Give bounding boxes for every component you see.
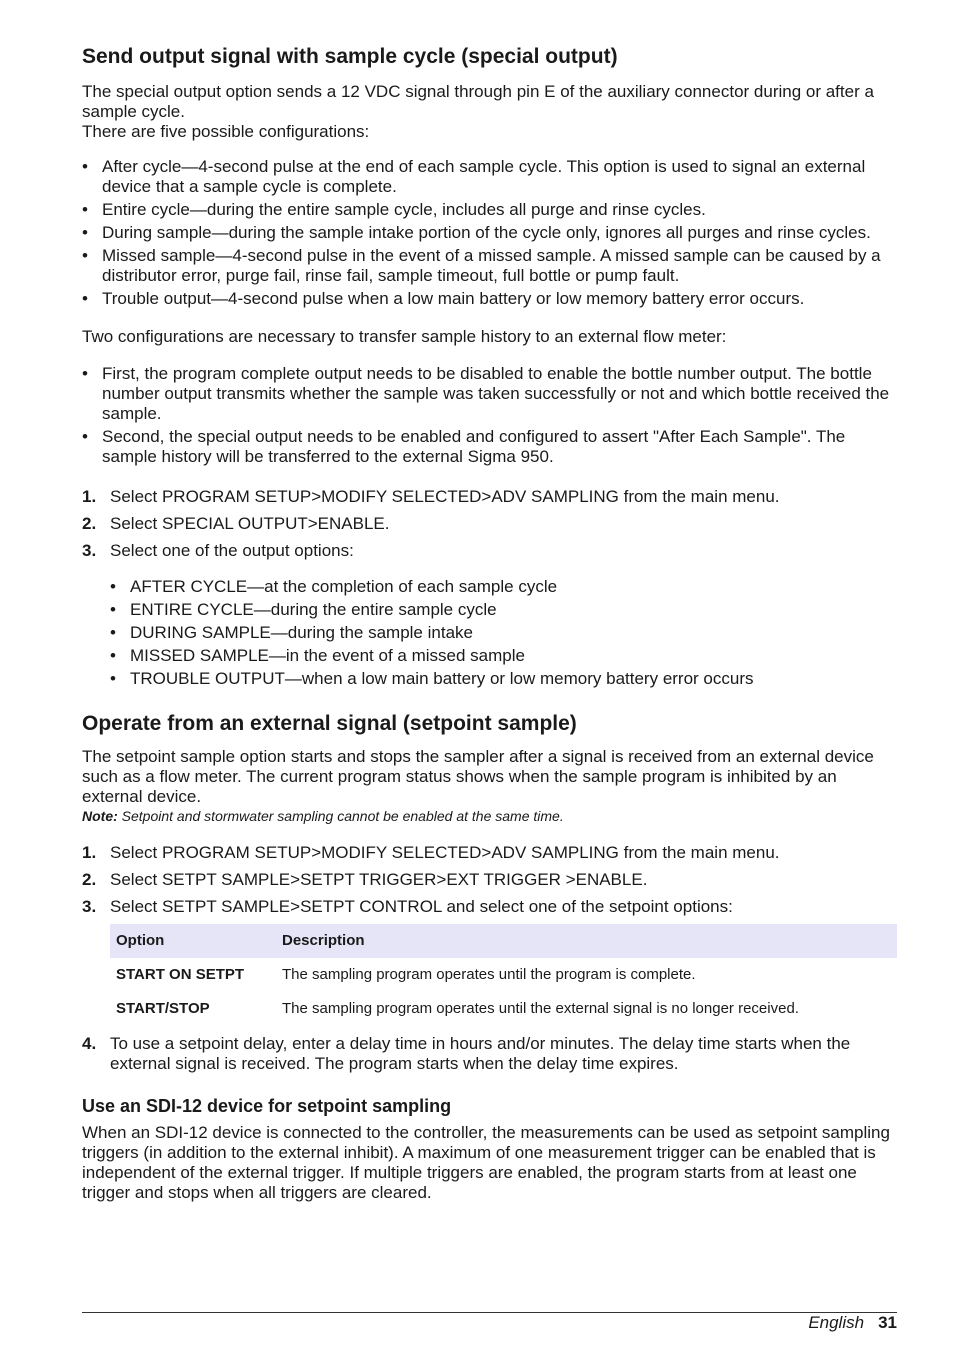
step-item: 2. Select SETPT SAMPLE>SETPT TRIGGER>EXT TRIGGER >ENABLE. bbox=[82, 870, 648, 889]
list-item: • Trouble output—4-second pulse when a low main battery or low memory battery error occurs. bbox=[82, 289, 805, 308]
step-item: 1. Select PROGRAM SETUP>MODIFY SELECTED>ADV SAMPLING from the main menu. bbox=[82, 487, 780, 506]
setpoint-steps bbox=[82, 843, 897, 917]
option-cell: START ON SETPT bbox=[116, 966, 245, 983]
history-list bbox=[82, 364, 897, 467]
table-header-row bbox=[110, 924, 897, 958]
section-title-setpoint: Operate from an external signal (setpoint sample) bbox=[82, 712, 577, 735]
section-title-sdi12: Use an SDI-12 device for setpoint sampling bbox=[82, 1096, 452, 1116]
list-item: • Entire cycle—during the entire sample cycle, includes all purge and rinse cycles. bbox=[82, 200, 706, 219]
column-header-description: Description bbox=[276, 924, 897, 958]
list-item: • MISSED SAMPLE—in the event of a missed sample bbox=[110, 646, 525, 665]
step-item: 4. To use a setpoint delay, enter a delay time in hours and/or minutes. The delay time starts when the external signal is received. The program starts when the delay time expires. bbox=[82, 1034, 851, 1073]
list-item: • AFTER CYCLE—at the completion of each sample cycle bbox=[110, 577, 558, 596]
page-number: 31 bbox=[878, 1313, 897, 1332]
note-text: Setpoint and stormwater sampling cannot be enabled at the same time. bbox=[121, 808, 564, 824]
special-output-steps bbox=[82, 487, 897, 561]
list-item: • ENTIRE CYCLE—during the entire sample cycle bbox=[110, 600, 497, 619]
section-title-special-output: Send output signal with sample cycle (special output) bbox=[82, 45, 618, 68]
setpoint-note bbox=[82, 807, 897, 825]
step-item: 3. Select SETPT SAMPLE>SETPT CONTROL and select one of the setpoint options: bbox=[82, 897, 733, 916]
footer-language: English bbox=[808, 1313, 865, 1332]
list-item: • During sample—during the sample intake portion of the cycle only, ignores all purges and rinse cycles. bbox=[82, 223, 871, 242]
sdi12-text: When an SDI-12 device is connected to the controller, the measurements can be used as setpoint sampling triggers (in addition to the external inhibit). A maximum of one measurement trigger can be enabled that is independent of the external trigger. If multiple triggers are enabled, the program starts from at least one trigger and stops when all triggers are cleared. bbox=[82, 1123, 890, 1202]
setpoint-intro: The setpoint sample option starts and stops the sampler after a signal is received from an external device such as a flow meter. The current program status shows when the sample program is inhibited by an external device. bbox=[82, 747, 874, 806]
list-item: • TROUBLE OUTPUT—when a low main battery or low memory battery error occurs bbox=[110, 669, 754, 688]
step-item: 2. Select SPECIAL OUTPUT>ENABLE. bbox=[82, 514, 390, 533]
step-item: 1. Select PROGRAM SETUP>MODIFY SELECTED>ADV SAMPLING from the main menu. bbox=[82, 843, 780, 862]
table-row bbox=[110, 958, 897, 992]
special-output-intro: The special output option sends a 12 VDC signal through pin E of the auxiliary connector during or after a sample cycle. bbox=[82, 82, 874, 121]
configurations-intro: There are five possible configurations: bbox=[82, 122, 370, 141]
table-row bbox=[110, 992, 897, 1026]
output-options-list bbox=[82, 577, 897, 689]
list-item: • After cycle—4-second pulse at the end of each sample cycle. This option is used to signal an external device that a sample cycle is complete. bbox=[82, 157, 866, 196]
step-item: 3. Select one of the output options: bbox=[82, 541, 354, 560]
list-item: • Second, the special output needs to be enabled and configured to assert "After Each Sample". The sample history will be transferred to the external Sigma 950. bbox=[82, 427, 846, 466]
document-page bbox=[82, 44, 897, 1203]
option-cell: START/STOP bbox=[116, 1000, 210, 1017]
setpoint-step-4 bbox=[82, 1034, 897, 1074]
setpoint-options-table bbox=[110, 924, 897, 1026]
list-item: • DURING SAMPLE—during the sample intake bbox=[110, 623, 473, 642]
list-item: • First, the program complete output needs to be disabled to enable the bottle number output. The bottle number output transmits whether the sample was taken successfully or not and which bottle received the sample. bbox=[82, 364, 890, 423]
description-cell: The sampling program operates until the program is complete. bbox=[282, 966, 696, 983]
column-header-option: Option bbox=[110, 924, 276, 958]
history-intro: Two configurations are necessary to transfer sample history to an external flow meter: bbox=[82, 327, 727, 346]
list-item: • Missed sample—4-second pulse in the event of a missed sample. A missed sample can be caused by a distributor error, purge fail, rinse fail, sample timeout, full bottle or pump fault. bbox=[82, 246, 881, 285]
description-cell: The sampling program operates until the external signal is no longer received. bbox=[282, 1000, 799, 1017]
page-footer bbox=[82, 1312, 897, 1332]
configurations-list bbox=[82, 157, 897, 309]
note-label: Note: bbox=[82, 808, 118, 824]
